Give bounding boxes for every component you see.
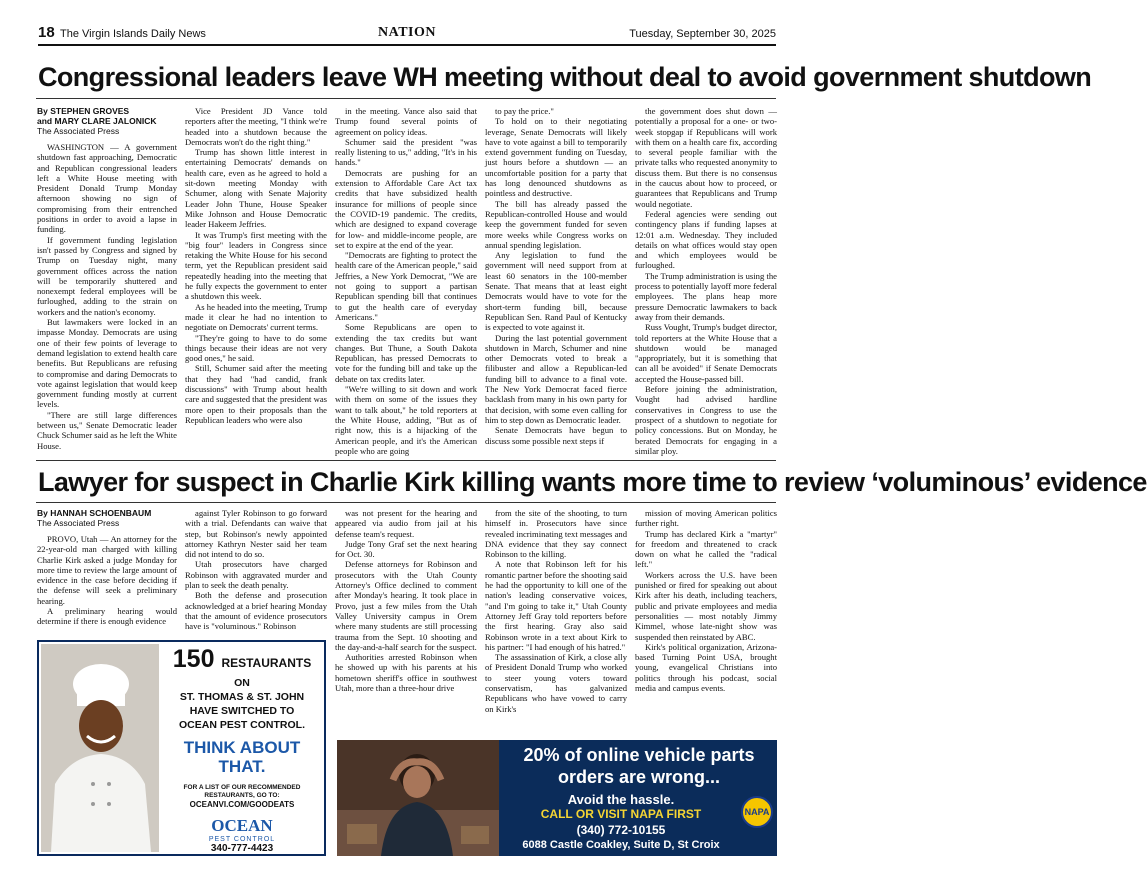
headline-line: 20% of online vehicle parts <box>523 745 755 765</box>
byline: and MARY CLARE JALONICK <box>37 116 157 126</box>
paragraph: The Trump administration is using the process to potentially layoff more federal employees. The plans heap more pressure Democratic lawmakers to back away from their demands. <box>635 270 777 322</box>
divider <box>36 460 776 461</box>
byline: By HANNAH SCHOENBAUM <box>37 508 152 518</box>
napa-headline <box>505 744 773 788</box>
paragraph: If government funding legislation isn't passed by Congress and signed by Trump on Tuesday night, many government offices across the nation will be temporarily shuttered and nonexempt federal employees will be furloughed, adding to the strain on workers and the nation's economy. <box>37 234 177 317</box>
ad-line: HAVE SWITCHED TO <box>189 705 295 717</box>
article-column <box>185 106 327 454</box>
paragraph: Any legislation to fund the government will need support from at least 60 senators in the 100-member Senate. That means that at least eight Democrats would have to vote for the short-term funding bill, because Republican Sen. Rand Paul of Kentucky is expected to vote against it. <box>485 250 627 333</box>
divider <box>36 98 776 99</box>
article-column <box>485 508 627 736</box>
logo-text: OCEAN <box>211 816 273 835</box>
ad-line: ST. THOMAS & ST. JOHN <box>179 691 305 703</box>
article-column <box>485 106 627 454</box>
paragraph: Authorities arrested Robinson when he showed up with his parents at his hometown sheriff's office in southwest Utah, more than a three-hour drive <box>335 652 477 694</box>
paragraph: Kirk's political organization, Arizona-based Turning Point USA, brought young, evangelical Christians into politics through his podcast, social media and campus events. <box>635 641 777 694</box>
napa-phone[interactable]: (340) 772-10155 <box>576 823 666 837</box>
paragraph: The assassination of Kirk, a close ally of President Donald Trump who worked to steer young voters toward conservatism, has galvanized Republicans who have vowed to carry on Kirk's <box>485 652 627 714</box>
paragraph: to pay the price." <box>495 106 554 116</box>
paragraph: Some Republicans are open to extending the tax credits but want changes. But Thune, a South Dakota Republican, has pressed Democrats to vote for the funding bill and take up the debate on tax credits later. <box>335 322 477 384</box>
ocean-ad-text <box>163 646 321 854</box>
napa-ad[interactable] <box>337 740 777 856</box>
article-column <box>185 508 327 636</box>
paragraph: Both the defense and prosecution acknowledged at a brief hearing Monday that the amount of evidence prosecutors have is "voluminous." Robinson <box>185 590 327 632</box>
paragraph: from the site of the shooting, to turn himself in. Prosecutors have since revealed incriminating text messages and DNA evidence that they say connect Robinson to the killing. <box>485 508 627 560</box>
paragraph: A note that Robinson left for his romantic partner before the shooting said he had the opportunity to kill one of the nation's leading conservative voices, "and I'm going to take it," Utah County Attorney Jeff Gray told reporters before the first hearing. Gray also said Robinson wrote in a text about Kirk to his partner: "I had enough of his hatred." <box>485 559 627 652</box>
agency-credit: The Associated Press <box>37 126 120 136</box>
paragraph: Workers across the U.S. have been punished or fired for speaking out about Kirk after his death, including teachers, public and private employees and media personalities — most notably Jimmy Kimmel, whose late-night show was suspended then reinstated by ABC. <box>635 569 777 642</box>
paragraph: The bill has already passed the Republican-controlled House and would keep the government funded for seven more weeks while Congress works on annual spending legislation. <box>485 198 627 250</box>
frustrated-man-photo <box>337 740 499 856</box>
article-column <box>335 508 477 736</box>
section-title: NATION <box>378 25 436 40</box>
paragraph: mission of moving American politics further right. <box>635 508 777 529</box>
paragraph: in the meeting. Vance also said that Trump found several points of agreement on policy ideas. <box>335 106 477 137</box>
story1-headline: Congressional leaders leave WH meeting without deal to avoid government shutdown <box>38 62 1092 92</box>
chef-photo <box>41 644 159 852</box>
paragraph: Trump has declared Kirk a "martyr" for freedom and threatened to crack down on what he called the "radical left." <box>635 528 777 570</box>
paragraph: "They're going to have to do some things because their ideas are not very good ones," he said. <box>185 332 327 364</box>
article-column <box>335 106 477 454</box>
paragraph: Defense attorneys for Robinson and prosecutors with the Utah County Attorney's Office declined to comment after Monday's hearing. It took place in Provo, just a few miles from the Utah Valley University campus in Orem where many students are still processing trauma from the Sept. 10 shooting and the day-and-a-half search for the suspect. <box>335 559 477 652</box>
ad-url[interactable]: OCEANVI.COM/GOODEATS <box>189 800 295 809</box>
page-number: 18 <box>38 24 55 41</box>
paragraph: WASHINGTON — A government shutdown fast approaching, Democratic and Republican congressional leaders left a White House meeting with President Donald Trump Monday afternoon showing no sign of compromising from their entrenched positions in order to avoid a lapse in funding. <box>37 142 177 235</box>
paragraph: against Tyler Robinson to go forward with a trial. Defendants can waive that step, but Robinson's newly appointed attorney Kathryn Nester said her team did not intend to do so. <box>185 508 327 560</box>
ad-line: ON <box>234 677 250 689</box>
paragraph: To hold on to their negotiating leverage, Senate Democrats will likely have to vote against a bill to temporarily extend government funding on Tuesday, just hours before a shutdown — an uncomfortable position for a party that has long denounced shutdowns as pointless and destructive. <box>485 116 627 199</box>
paragraph: Schumer said the president "was really listening to us," adding, "It's in his hands." <box>335 136 477 168</box>
paragraph: During the last potential government shutdown in March, Schumer and nine other Democrats voted to break a filibuster and allow a Republican-led funding bill to advance to a final vote. The New York Democrat faced fierce backlash from many in his own party for that decision, with some even calling for him to step down as Democratic leader. <box>485 332 627 425</box>
paragraph: PROVO, Utah — An attorney for the 22-year-old man charged with killing Charlie Kirk asked a judge Monday for more time to review the large amount of evidence in the case before deciding if the defense will seek a preliminary hearing. <box>37 534 177 606</box>
paper-name: The Virgin Islands Daily News <box>60 28 206 40</box>
agency-credit: The Associated Press <box>37 518 120 528</box>
paragraph: Senate Democrats have begun to discuss some possible next steps if <box>485 425 627 446</box>
think-line: THINK ABOUT <box>183 738 301 757</box>
paragraph: the government does shut down — potentially a proposal for a one- or two-week stopgap if Republicans will work with them on a health care fix, according to several people familiar with the private talks who requested anonymity to discuss them. But there is no consensus in the caucus about how to proceed, or guarantees that Republicans and Trump would negotiate. <box>635 106 778 209</box>
paragraph: Judge Tony Graf set the next hearing for Oct. 30. <box>335 538 477 560</box>
ad-small-print: FOR A LIST OF OUR RECOMMENDED RESTAURANTS, GO TO: <box>183 784 301 799</box>
article-column <box>635 508 777 736</box>
napa-call: CALL OR VISIT NAPA FIRST <box>540 807 702 821</box>
paragraph: It was Trump's first meeting with the "big four" leaders in Congress since retaking the White House for his second term, yet the Republican president said repeatedly heading into the meeting that he fully expects the government to enter a shutdown this week. <box>185 229 327 302</box>
paragraph: "There are still large differences between us," Senate Democratic leader Chuck Schumer said as he left the White House. <box>37 409 177 451</box>
ocean-pest-ad[interactable] <box>37 640 326 856</box>
paragraph: As he headed into the meeting, Trump made it clear he had no intention to negotiate on Democrats' current terms. <box>185 301 327 333</box>
ocean-logo <box>163 816 321 843</box>
issue-date: Tuesday, September 30, 2025 <box>629 28 776 40</box>
paragraph: "We're willing to sit down and work with them on some of the issues they want to talk about," he told reporters at the White House, adding, "But as of right now, this is a hijacking of the American people, and it's the American people who are going <box>335 384 477 456</box>
paragraph: Russ Vought, Trump's budget director, told reporters at the White House that a shutdown would be managed "appropriately, but it is something that can all be avoided" if Senate Democrats accepted the House-passed bill. <box>635 322 777 384</box>
restaurant-count: 150 <box>172 645 215 673</box>
napa-address: 6088 Castle Coakley, Suite D, St Croix <box>522 839 720 851</box>
article-column <box>37 106 177 454</box>
headline-line: orders are wrong... <box>557 767 721 787</box>
paragraph: But lawmakers were locked in an impasse Monday. Democrats are using one of their few points of leverage to demand legislation to extend health care benefits. But Republicans are refusing to compromise and daring Democrats to vote against legislation that would keep government funding mostly at current levels. <box>37 317 177 410</box>
paragraph: Democrats are pushing for an extension to Affordable Care Act tax credits that have subsidized health insurance for millions of people since the COVID-19 pandemic. The credits, which are designed to expand coverage for low- and middle-income people, are set to expire at the end of the year. <box>335 167 477 250</box>
masthead <box>38 24 776 46</box>
paragraph: was not present for the hearing and appeared via audio from jail at his defense team's request. <box>335 508 477 539</box>
divider <box>36 502 776 503</box>
napa-logo: NAPA <box>741 796 773 828</box>
ad-phone[interactable]: 340-777-4423 <box>210 843 274 854</box>
paragraph: A preliminary hearing would determine if there is enough evidence <box>37 606 177 627</box>
paragraph: "Democrats are fighting to protect the health care of the American people," said Jeffries, a New York Democrat, "We are not going to support a partisan Republican spending bill that continues to gut the health care of everyday Americans." <box>335 250 477 322</box>
paragraph: Still, Schumer said after the meeting that they had "had candid, frank discussions" with Trump about health care and suggested that the president was more open to their proposals than the Republican leaders who were also <box>185 363 327 425</box>
ad-line: OCEAN PEST CONTROL. <box>178 719 305 731</box>
story2-headline: Lawyer for suspect in Charlie Kirk killing wants more time to review ‘voluminous’ evidence <box>38 467 1147 497</box>
think-line: THAT. <box>218 757 266 776</box>
restaurant-label: RESTAURANTS <box>221 656 312 670</box>
paragraph: Federal agencies were sending out contingency plans if funding lapses at 12:01 a.m. Wednesday. They included details on what offices would stay open and which employees would be furloughed. <box>635 208 777 271</box>
paragraph: Utah prosecutors have charged Robinson with aggravated murder and plan to seek the death penalty. <box>185 559 327 591</box>
logo-subtext: PEST CONTROL <box>208 836 276 843</box>
article-column <box>37 508 177 636</box>
article-column <box>635 106 777 454</box>
paragraph: Vice President JD Vance told reporters after the meeting, "I think we're headed into a shutdown because the Democrats won't do the right thing." <box>185 106 327 147</box>
napa-avoid: Avoid the hassle. <box>567 792 675 807</box>
paragraph: Trump has shown little interest in entertaining Democrats' demands on health care, even as he agreed to hold a sit-down meeting Monday with Schumer, along with Senate Majority Leader John Thune, House Speaker Mike Johnson and House Democratic leader Hakeem Jeffries. <box>185 147 327 230</box>
paragraph: Before joining the administration, Vought had advised hardline conservatives in Congress to use the prospect of a shutdown to negotiate for policy concessions. But on Monday, he berated Democrats for engaging in a similar ploy. <box>635 384 777 456</box>
byline: By STEPHEN GROVES <box>37 106 130 116</box>
